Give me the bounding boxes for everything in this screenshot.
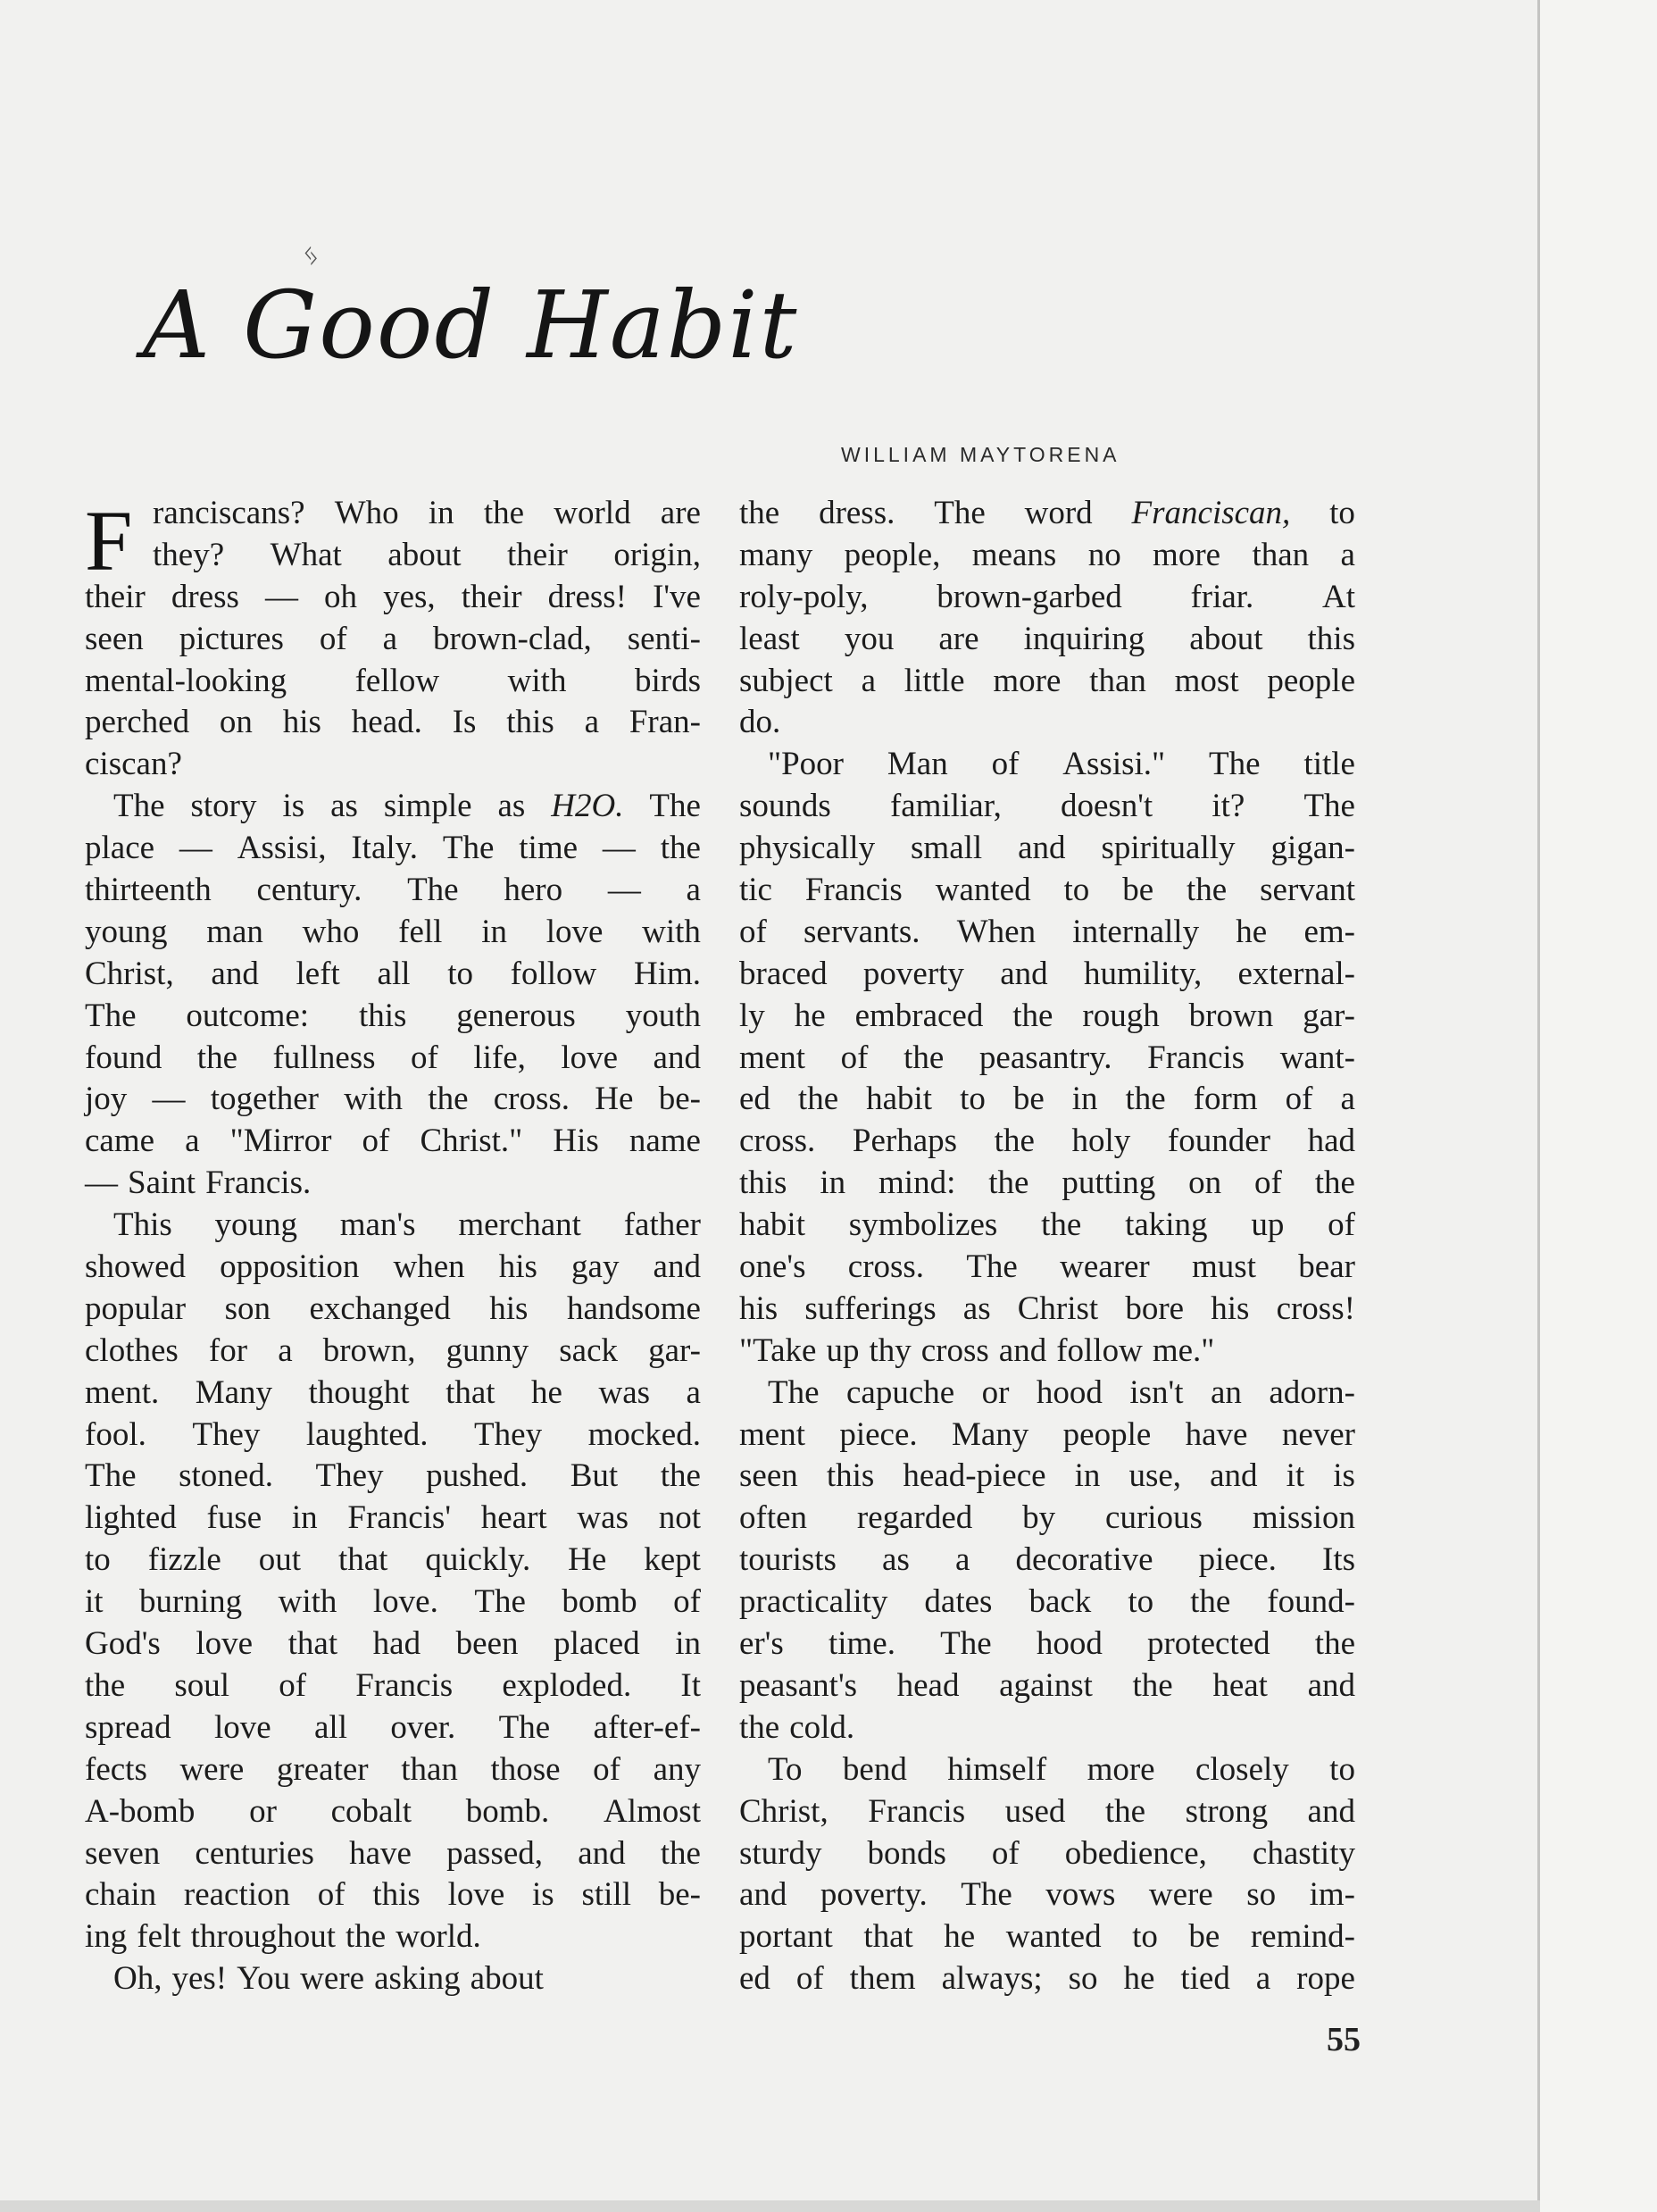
text-line: tic Francis wanted to be the servant — [739, 872, 1355, 909]
text-line: least you are inquiring about this — [739, 620, 1355, 657]
right-text-column — [739, 493, 1355, 2000]
left-text-column — [85, 493, 701, 2000]
text-line: showed opposition when his gay and — [85, 1248, 701, 1286]
text-line: many people, means no more than a — [739, 536, 1355, 573]
text-line: ciscan? — [85, 746, 182, 783]
text-line: spread love all over. The after-ef- — [85, 1708, 701, 1746]
text-line: ly he embraced the rough brown gar- — [739, 997, 1355, 1034]
text-line: The outcome: this generous youth — [85, 997, 701, 1034]
article-title: A Good Habit — [143, 271, 799, 380]
text-line: practicality dates back to the found- — [739, 1583, 1355, 1621]
text-line: place — Assisi, Italy. The time — the — [85, 830, 701, 867]
text-line: subject a little more than most people — [739, 662, 1355, 699]
text-line: joy — together with the cross. He be- — [85, 1081, 701, 1118]
title-ornament: ᛃ — [302, 238, 321, 273]
text-line: his sufferings as Christ bore his cross! — [739, 1290, 1355, 1327]
text-line: seven centuries have passed, and the — [85, 1834, 701, 1872]
scan-bottom-edge — [0, 2200, 1540, 2212]
text-line: seen this head-piece in use, and it is — [739, 1457, 1355, 1495]
text-line: tourists as a decorative piece. Its — [739, 1541, 1355, 1579]
text-line: roly-poly, brown-garbed friar. At — [739, 578, 1355, 615]
text-line: the soul of Francis exploded. It — [85, 1666, 701, 1704]
text-line: er's time. The hood protected the — [739, 1625, 1355, 1663]
text-line: "Poor Man of Assisi." The title — [768, 746, 1355, 783]
text-line: one's cross. The wearer must bear — [739, 1248, 1355, 1286]
text-line: chain reaction of this love is still be- — [85, 1876, 701, 1914]
text-line: braced poverty and humility, external- — [739, 955, 1355, 992]
text-line: God's love that had been placed in — [85, 1625, 701, 1663]
text-line: A-bomb or cobalt bomb. Almost — [85, 1792, 701, 1830]
text-line: Oh, yes! You were asking about — [113, 1960, 544, 1998]
text-line: of servants. When internally he em- — [739, 913, 1355, 950]
page-number: 55 — [1327, 2021, 1361, 2058]
text-line: ing felt throughout the world. — [85, 1918, 481, 1956]
text-line: Christ, and left all to follow Him. — [85, 955, 701, 992]
drop-cap: F — [85, 493, 133, 588]
text-line: perched on his head. Is this a Fran- — [85, 704, 701, 741]
text-line: physically small and spiritually gigan- — [739, 830, 1355, 867]
text-line: ment of the peasantry. Francis want- — [739, 1039, 1355, 1076]
text-line: often regarded by curious mission — [739, 1499, 1355, 1537]
text-line: "Take up thy cross and follow me." — [739, 1331, 1215, 1369]
text-line: this in mind: the putting on of the — [739, 1164, 1355, 1202]
text-line: — Saint Francis. — [85, 1164, 312, 1202]
text-line: The stoned. They pushed. But the — [85, 1457, 701, 1495]
text-line: fool. They laughted. They mocked. — [85, 1415, 701, 1453]
text-line: lighted fuse in Francis' heart was not — [85, 1499, 701, 1537]
text-line: The story is as simple as H2O. The — [113, 788, 701, 825]
text-line: ment piece. Many people have never — [739, 1415, 1355, 1453]
text-line: young man who fell in love with — [85, 913, 701, 950]
text-line: fects were greater than those of any — [85, 1750, 701, 1788]
text-line: it burning with love. The bomb of — [85, 1583, 701, 1621]
text-line: seen pictures of a brown-clad, senti- — [85, 620, 701, 657]
text-line: they? What about their origin, — [153, 536, 701, 573]
text-line: peasant's head against the heat and — [739, 1666, 1355, 1704]
text-line: clothes for a brown, gunny sack gar- — [85, 1331, 701, 1369]
adjacent-page-edge — [1540, 0, 1657, 2212]
text-line: portant that he wanted to be remind- — [739, 1918, 1355, 1956]
text-line: the dress. The word Franciscan, to — [739, 495, 1355, 531]
text-line: The capuche or hood isn't an adorn- — [768, 1373, 1355, 1411]
text-line: ed of them always; so he tied a rope — [739, 1960, 1355, 1998]
text-line: mental-looking fellow with birds — [85, 662, 701, 699]
text-line: cross. Perhaps the holy founder had — [739, 1123, 1355, 1160]
text-line: habit symbolizes the taking up of — [739, 1206, 1355, 1244]
text-line: to fizzle out that quickly. He kept — [85, 1541, 701, 1579]
text-line: Christ, Francis used the strong and — [739, 1792, 1355, 1830]
text-line: found the fullness of life, love and — [85, 1039, 701, 1076]
text-line: the cold. — [739, 1708, 855, 1746]
text-line: sturdy bonds of obedience, chastity — [739, 1834, 1355, 1872]
text-line: came a "Mirror of Christ." His name — [85, 1123, 701, 1160]
text-line: ranciscans? Who in the world are — [153, 495, 701, 531]
text-line: To bend himself more closely to — [768, 1750, 1355, 1788]
text-line: ment. Many thought that he was a — [85, 1373, 701, 1411]
text-line: their dress — oh yes, their dress! I've — [85, 578, 701, 615]
text-line: sounds familiar, doesn't it? The — [739, 788, 1355, 825]
text-line: popular son exchanged his handsome — [85, 1290, 701, 1327]
text-line: and poverty. The vows were so im- — [739, 1876, 1355, 1914]
text-line: thirteenth century. The hero — a — [85, 872, 701, 909]
author-byline: WILLIAM MAYTORENA — [841, 443, 1120, 466]
text-line: This young man's merchant father — [113, 1206, 701, 1244]
text-line: do. — [739, 704, 781, 741]
text-line: ed the habit to be in the form of a — [739, 1081, 1355, 1118]
